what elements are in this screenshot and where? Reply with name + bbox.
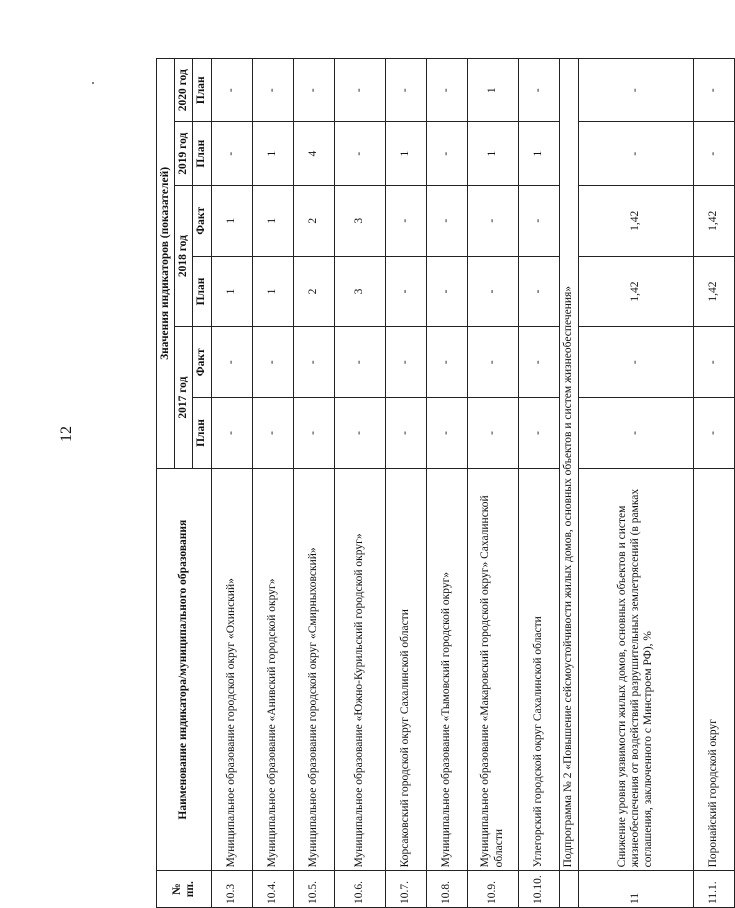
row-name: Муниципальное образование городской округ «Охинский»: [211, 468, 252, 871]
row-number: 10.5.: [293, 871, 334, 908]
rotated-table-container: [156, 58, 720, 908]
row-number: 10.6.: [334, 871, 385, 908]
cell-value: -: [211, 59, 252, 122]
table-row: [334, 59, 385, 908]
row-number: 10.3: [211, 871, 252, 908]
cell-value: -: [578, 59, 693, 122]
cell-value: -: [518, 256, 559, 327]
cell-value: -: [467, 185, 518, 256]
table-row: [211, 59, 252, 908]
cell-value: 1,42: [693, 185, 734, 256]
subprogram-title: Подпрограмма № 2 «Повышение сейсмоустойчивости жилых домов, основных объектов и систем жизнеобеспечения»: [559, 59, 578, 871]
row-number: 10.8.: [426, 871, 467, 908]
cell-value: -: [518, 327, 559, 398]
cell-value: -: [467, 398, 518, 469]
cell-value: -: [385, 398, 426, 469]
cell-value: 2: [293, 185, 334, 256]
row-name: Муниципальное образование «Южно-Курильский городской округ»: [334, 468, 385, 871]
cell-value: 1,42: [693, 256, 734, 327]
cell-value: 1: [252, 256, 293, 327]
cell-value: -: [518, 398, 559, 469]
subprogram-row: [559, 59, 578, 908]
row-number: 11.1.: [693, 871, 734, 908]
row-number: 11: [578, 871, 693, 908]
row-name: Поронайский городской округ: [693, 468, 734, 871]
cell-value: 1: [467, 122, 518, 185]
table-row: [693, 59, 734, 908]
cell-value: -: [693, 59, 734, 122]
cell-value: -: [334, 122, 385, 185]
row-name: Снижение уровня уязвимости жилых домов, основных объектов и систем жизнеобеспечения от воздействий разрушительных землетрясений (в рамках соглашения, заключенного с Минстроем РФ), %: [578, 468, 693, 871]
cell-value: -: [426, 122, 467, 185]
cell-value: -: [211, 327, 252, 398]
cell-value: -: [578, 398, 693, 469]
cell-value: -: [693, 122, 734, 185]
header-plan-2019: План: [193, 122, 211, 185]
cell-value: 1,42: [578, 256, 693, 327]
cell-value: 1: [211, 185, 252, 256]
cell-value: -: [385, 256, 426, 327]
cell-value: 3: [334, 185, 385, 256]
header-2017: 2017 год: [175, 327, 193, 469]
header-2020: 2020 год: [175, 59, 193, 122]
cell-value: -: [426, 256, 467, 327]
header-2019: 2019 год: [175, 122, 193, 185]
cell-value: 1: [518, 122, 559, 185]
cell-value: 1: [385, 122, 426, 185]
row-number: 10.10.: [518, 871, 559, 908]
cell-value: -: [578, 327, 693, 398]
cell-value: -: [385, 185, 426, 256]
cell-value: -: [693, 398, 734, 469]
table-row: [578, 59, 693, 908]
cell-value: 1: [252, 122, 293, 185]
indicators-table: [156, 58, 735, 908]
cell-value: -: [252, 327, 293, 398]
cell-value: -: [578, 122, 693, 185]
cell-value: 1: [467, 59, 518, 122]
cell-value: -: [334, 327, 385, 398]
header-fact-2018: Факт: [193, 185, 211, 256]
header-name: Наименование индикатора/муниципального образования: [157, 468, 212, 871]
row-number: 10.9.: [467, 871, 518, 908]
cell-value: -: [426, 185, 467, 256]
cell-value: -: [293, 327, 334, 398]
cell-value: -: [334, 398, 385, 469]
table-row: [252, 59, 293, 908]
table-row: [518, 59, 559, 908]
cell-value: -: [385, 59, 426, 122]
cell-value: -: [385, 327, 426, 398]
row-name: Корсаковский городской округ Сахалинской области: [385, 468, 426, 871]
cell-value: 2: [293, 256, 334, 327]
cell-value: -: [467, 256, 518, 327]
cell-value: -: [518, 59, 559, 122]
cell-value: -: [467, 327, 518, 398]
header-plan-2017: План: [193, 398, 211, 469]
subprogram-number-cell: [559, 871, 578, 908]
cell-value: -: [426, 59, 467, 122]
header-2018: 2018 год: [175, 185, 193, 327]
cell-value: -: [426, 398, 467, 469]
row-name: Муниципальное образование «Макаровский городской округ» Сахалинской области: [467, 468, 518, 871]
cell-value: -: [252, 398, 293, 469]
table-row: [385, 59, 426, 908]
scan-speck: [92, 82, 94, 84]
cell-value: 1,42: [578, 185, 693, 256]
header-group: Значения индикаторов (показателей): [157, 59, 175, 469]
cell-value: -: [211, 398, 252, 469]
cell-value: 1: [252, 185, 293, 256]
header-number: № пп.: [157, 871, 212, 908]
cell-value: 4: [293, 122, 334, 185]
row-name: Муниципальное образование «Тымовский городской округ»: [426, 468, 467, 871]
header-fact-2017: Факт: [193, 327, 211, 398]
table-row: [293, 59, 334, 908]
cell-value: -: [293, 398, 334, 469]
cell-value: 1: [211, 256, 252, 327]
cell-value: -: [211, 122, 252, 185]
header-plan-2018: План: [193, 256, 211, 327]
cell-value: 3: [334, 256, 385, 327]
cell-value: -: [426, 327, 467, 398]
cell-value: -: [252, 59, 293, 122]
table-row: [426, 59, 467, 908]
row-number: 10.4.: [252, 871, 293, 908]
cell-value: -: [693, 327, 734, 398]
header-plan-2020: План: [193, 59, 211, 122]
cell-value: -: [334, 59, 385, 122]
row-name: Муниципальное образование городской округ «Смирныховский»: [293, 468, 334, 871]
cell-value: -: [518, 185, 559, 256]
page-number: 12: [58, 426, 75, 442]
row-name: Углегорский городской округ Сахалинской области: [518, 468, 559, 871]
row-name: Муниципальное образование «Анивский городской округ»: [252, 468, 293, 871]
table-row: [467, 59, 518, 908]
row-number: 10.7.: [385, 871, 426, 908]
cell-value: -: [293, 59, 334, 122]
